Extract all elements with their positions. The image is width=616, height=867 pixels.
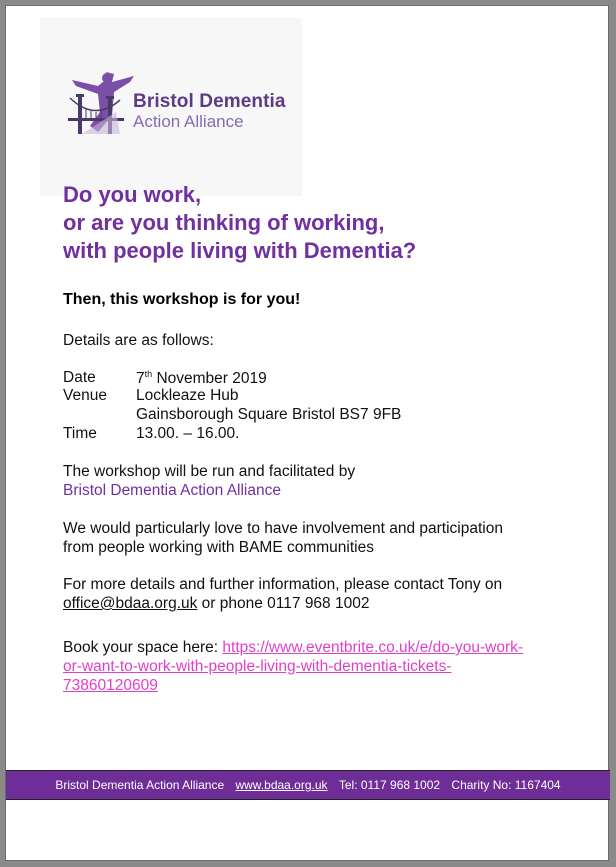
logo-subtitle: Action Alliance (133, 112, 244, 131)
facilitator-name: Bristol Dementia Action Alliance (63, 482, 281, 499)
time-value: 13.00. – 16.00. (136, 425, 240, 442)
booking-line-1: Book your space here: https://www.eventbrite.co.uk/e/do-you-work- (63, 639, 524, 656)
date-value: 7th November 2019 (136, 369, 267, 388)
eventbrite-link-part-3[interactable]: 73860120609 (63, 677, 158, 694)
footer-org: Bristol Dementia Action Alliance (55, 778, 225, 792)
headline-line-3: with people living with Dementia? (63, 238, 417, 263)
subheading: Then, this workshop is for you! (63, 291, 301, 308)
footer-tel: Tel: 0117 968 1002 (338, 778, 441, 792)
facilitated-line: The workshop will be run and facilitated by (63, 463, 356, 480)
logo-title: Bristol Dementia (133, 91, 286, 112)
footer-bar (6, 770, 610, 800)
venue-label: Venue (63, 387, 107, 404)
headline-line-1: Do you work, (63, 182, 202, 207)
logo-block (40, 18, 302, 196)
footer-website-link[interactable]: www.bdaa.org.uk (235, 778, 328, 792)
booking-line-2 (63, 657, 451, 676)
contact-line-1: For more details and further information, please contact Tony on (63, 576, 503, 593)
involvement-line-1: We would particularly love to have involvement and participation (63, 520, 503, 537)
venue-line-2: Gainsborough Square Bristol BS7 9FB (136, 406, 402, 423)
time-label: Time (63, 425, 97, 442)
email-link[interactable]: office@bdaa.org.uk (63, 595, 198, 612)
date-label: Date (63, 369, 96, 386)
details-intro: Details are as follows: (63, 332, 214, 349)
involvement-line-2: from people working with BAME communities (63, 539, 374, 556)
footer-charity: Charity No: 1167404 (451, 778, 561, 792)
eventbrite-link-part-2[interactable]: or-want-to-work-with-people-living-with-dementia-tickets- (63, 658, 452, 675)
contact-line-2: office@bdaa.org.uk or phone 0117 968 1002 (63, 595, 370, 612)
headline-line-2: or are you thinking of working, (63, 210, 385, 235)
eventbrite-link-part-1[interactable]: https://www.eventbrite.co.uk/e/do-you-work- (222, 639, 524, 656)
bridge-figure-logo-icon (68, 72, 138, 144)
headline (63, 181, 416, 265)
venue-line-1: Lockleaze Hub (136, 387, 239, 404)
booking-line-3 (63, 676, 158, 695)
document-page (5, 5, 609, 861)
